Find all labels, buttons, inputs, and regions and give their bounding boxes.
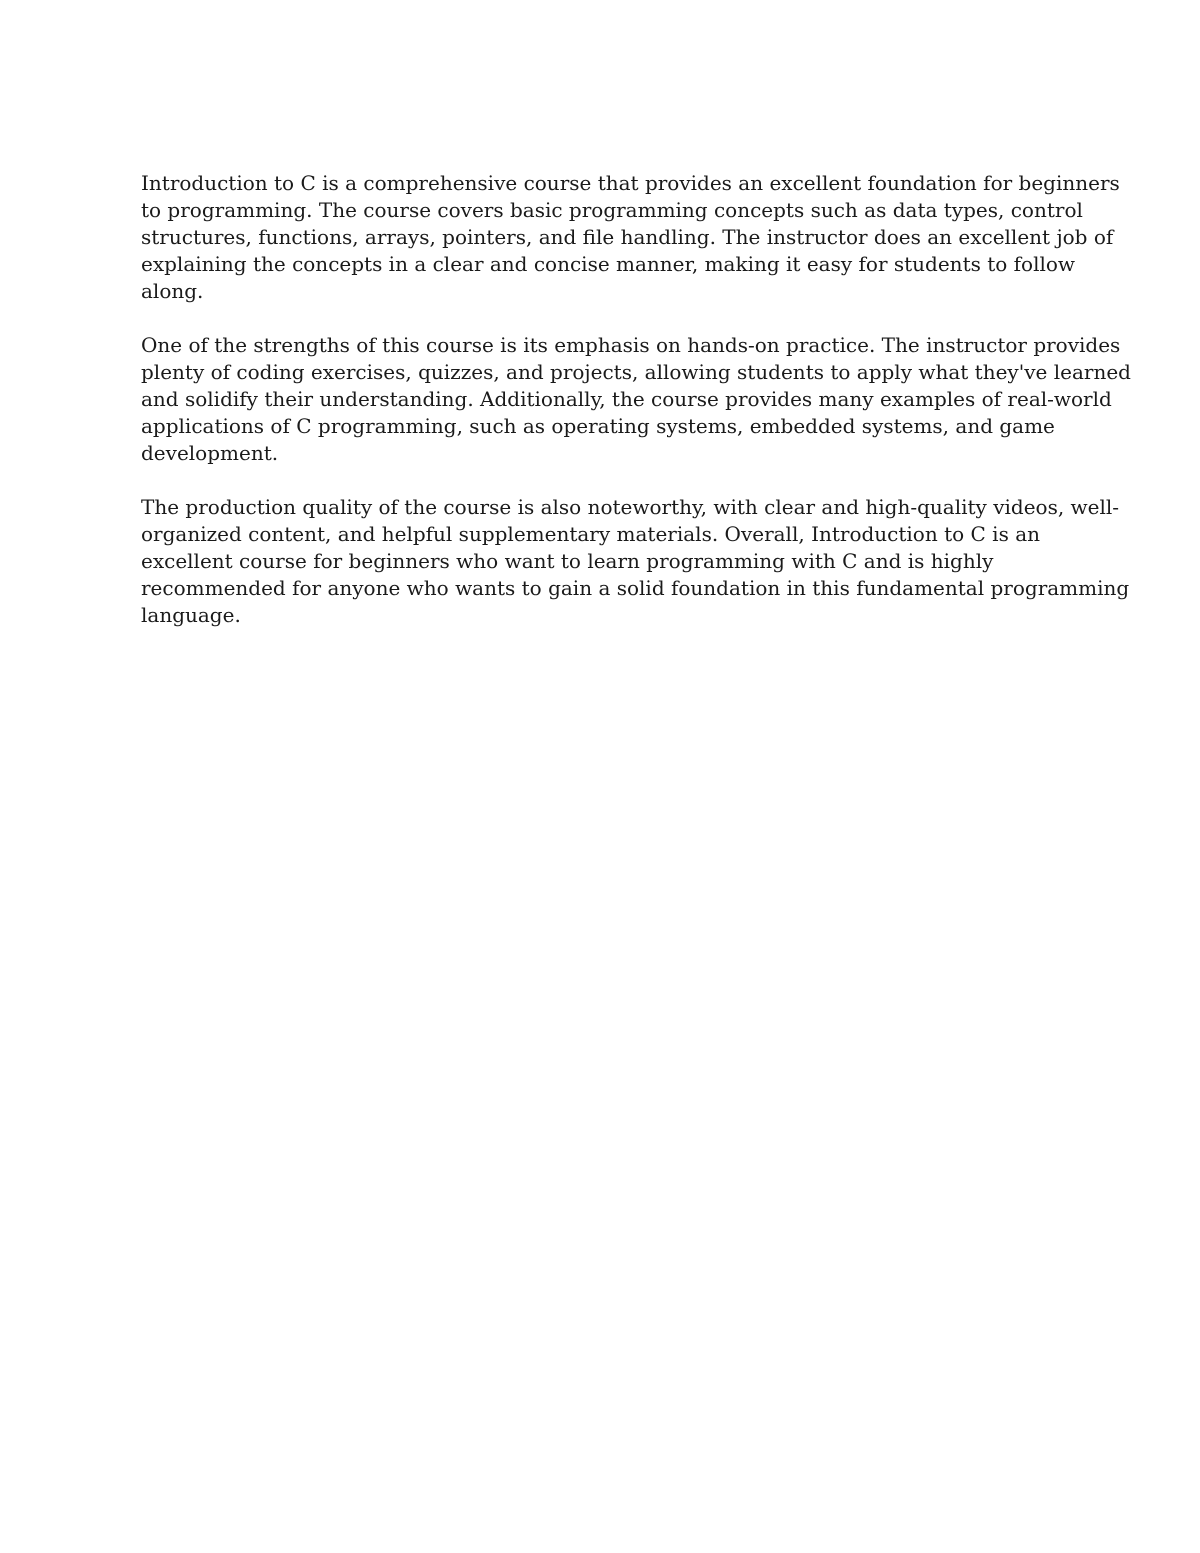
text-line: and solidify their understanding. Additionally, the course provides many examples of real-world [141,387,1112,411]
text-line: excellent course for beginners who want to learn programming with C and is highly [141,549,994,573]
paragraph-intro [141,170,1120,305]
text-line: along. [141,279,204,303]
text-line: Introduction to C is a comprehensive course that provides an excellent foundation for beginners [141,171,1120,195]
text-line: recommended for anyone who wants to gain a solid foundation in this fundamental programming [141,576,1130,600]
paragraph-production [141,494,1130,629]
text-line: language. [141,603,241,627]
text-line: The production quality of the course is also noteworthy, with clear and high-quality videos, well- [141,495,1120,519]
paragraph-strengths [141,332,1131,467]
text-line: development. [141,441,279,465]
text-line: to programming. The course covers basic programming concepts such as data types, control [141,198,1083,222]
text-line: structures, functions, arrays, pointers, and file handling. The instructor does an excellent job of [141,225,1114,249]
text-line: applications of C programming, such as operating systems, embedded systems, and game [141,414,1055,438]
text-line: explaining the concepts in a clear and concise manner, making it easy for students to follow [141,252,1076,276]
text-line: organized content, and helpful supplementary materials. Overall, Introduction to C is an [141,522,1041,546]
document-body [141,170,1131,656]
text-line: plenty of coding exercises, quizzes, and projects, allowing students to apply what they've learned [141,360,1131,384]
text-line: One of the strengths of this course is its emphasis on hands-on practice. The instructor provides [141,333,1121,357]
